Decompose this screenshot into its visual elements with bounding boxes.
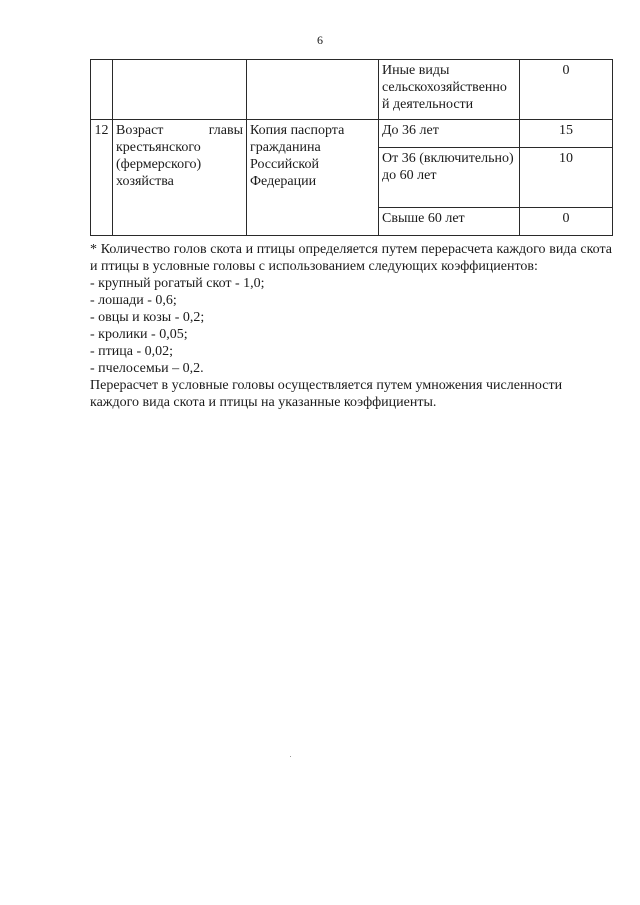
criteria-table [90, 59, 613, 236]
page-number: 6 [317, 33, 323, 47]
table-cell-document [247, 60, 379, 120]
footnote-outro: Перерасчет в условные головы осуществляется путем умножения численности каждого вида скота и птицы на указанные коэффициенты. [90, 378, 563, 410]
coefficient-item: - птица - 0,02; [90, 344, 174, 359]
coefficient-item: - пчелосемьи – 0,2. [90, 361, 204, 376]
document-cell: Копия паспорта гражданина Российской Федерации [247, 120, 379, 236]
option-cell: Иные виды сельскохозяйственно й деятельности [379, 60, 520, 120]
coefficient-item: - крупный рогатый скот - 1,0; [90, 276, 265, 291]
score-cell: 15 [520, 120, 613, 148]
option-cell: Свыше 60 лет [379, 208, 520, 236]
coefficient-item: - овцы и козы - 0,2; [90, 310, 205, 325]
coefficient-item: - лошади - 0,6; [90, 293, 177, 308]
footnote-intro: * Количество голов скота и птицы определяется путем перерасчета каждого вида скота и птицы в условные головы с использованием следующих коэффициентов: [90, 242, 612, 274]
row-number: 12 [91, 120, 113, 236]
scan-speck [290, 756, 291, 757]
score-cell: 0 [520, 208, 613, 236]
footnote [90, 241, 612, 411]
table-cell-criterion [113, 60, 247, 120]
option-cell: От 36 (включительно) до 60 лет [379, 148, 520, 208]
option-cell: До 36 лет [379, 120, 520, 148]
table-cell-num [91, 60, 113, 120]
coefficient-item: - кролики - 0,05; [90, 327, 188, 342]
criterion-cell: Возраст главы крестьянского (фермерского) хозяйства [113, 120, 247, 236]
score-cell: 10 [520, 148, 613, 208]
score-cell: 0 [520, 60, 613, 120]
table-row [91, 60, 613, 120]
table-row [91, 120, 613, 148]
